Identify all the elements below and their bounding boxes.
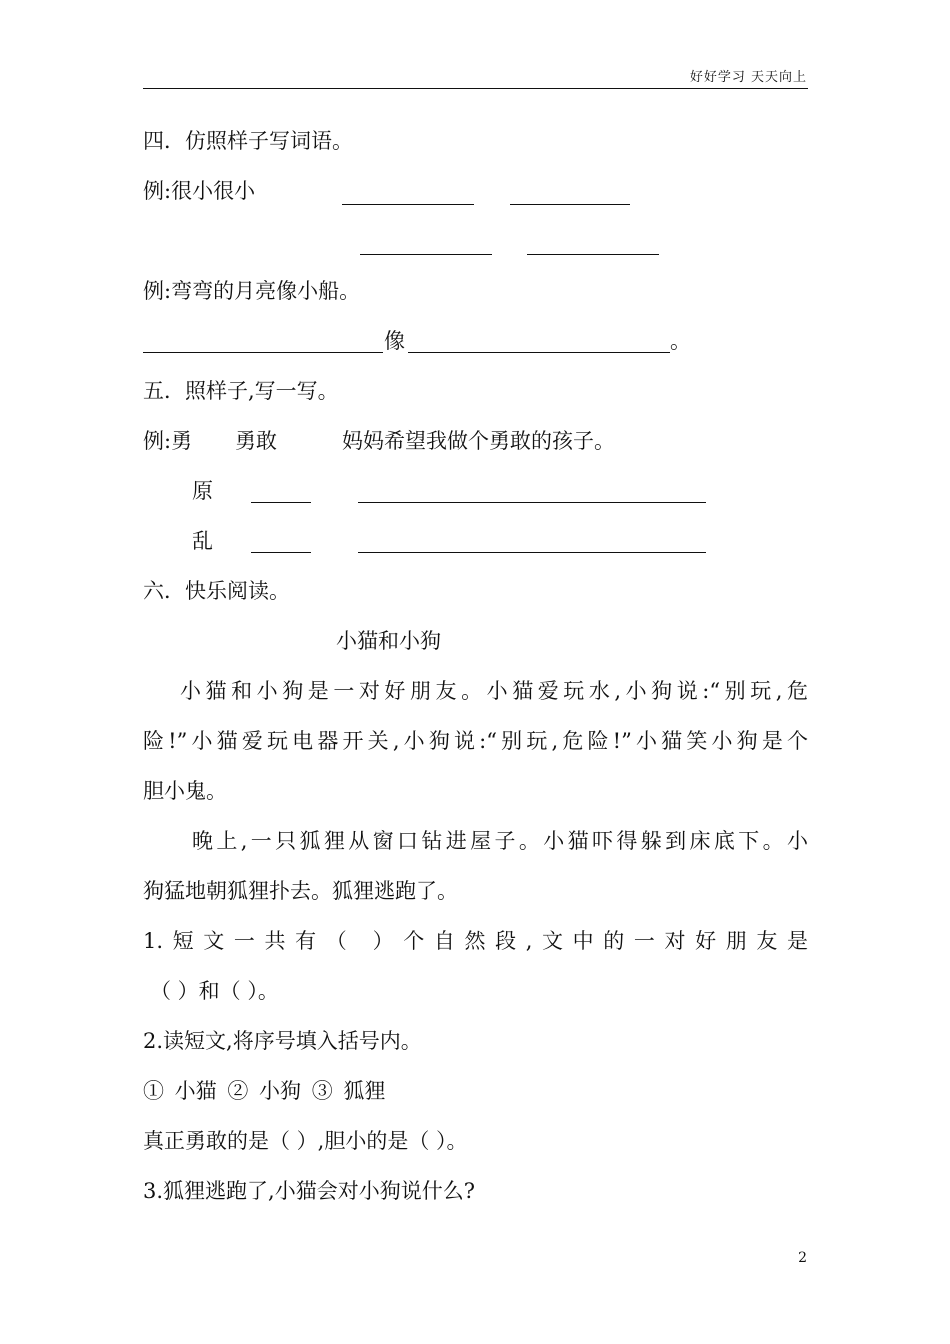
story-para1-line1-text: 小猫和小狗是一对好朋友。小猫爱玩水,小狗说:“别玩,危 xyxy=(180,679,808,703)
question3-title: 3.狐狸逃跑了,小猫会对小狗说什么? xyxy=(143,1179,475,1203)
section5-example-word: 勇敢 xyxy=(235,429,277,453)
story-title: 小猫和小狗 xyxy=(336,629,441,653)
story-para1-line3: 胆小鬼。 xyxy=(143,779,227,803)
section5-title: 五．照样子,写一写。 xyxy=(143,379,339,403)
question1-line2: （ ）和（ ）。 xyxy=(150,979,279,1003)
question2-title: 2.读短文,将序号填入括号内。 xyxy=(143,1029,422,1053)
section5-sentence-blank-2[interactable] xyxy=(358,532,706,553)
section6-title: 六．快乐阅读。 xyxy=(143,579,290,603)
section4-sentence-blank-2[interactable] xyxy=(408,332,670,353)
section4-blank-3[interactable] xyxy=(360,234,492,255)
section4-blank-4[interactable] xyxy=(527,234,659,255)
question1-line1-text: 1.短文一共有（ ）个自然段,文中的一对好朋友是 xyxy=(143,929,808,953)
section4-like-char: 像 xyxy=(384,329,405,353)
story-para2-line1 xyxy=(192,827,808,855)
question1-line1 xyxy=(143,927,808,955)
section4-end-mark: 。 xyxy=(670,329,691,353)
page-number: 2 xyxy=(798,1250,807,1266)
section5-example-char: 例:勇 xyxy=(143,429,193,453)
story-para2-line2: 狗猛地朝狐狸扑去。狐狸逃跑了。 xyxy=(143,879,458,903)
section4-blank-1[interactable] xyxy=(342,184,474,205)
section4-example1-row xyxy=(143,177,255,205)
header-divider xyxy=(143,88,808,89)
section5-word-blank-1[interactable] xyxy=(251,482,311,503)
section4-example1: 例:很小很小 xyxy=(143,179,256,203)
question2-line: 真正勇敢的是（ ）,胆小的是（ ）。 xyxy=(143,1129,468,1153)
section4-sentence-blank-1[interactable] xyxy=(143,332,383,353)
section5-example-sentence: 妈妈希望我做个勇敢的孩子。 xyxy=(342,429,615,453)
section5-row-char: 原 xyxy=(192,479,213,503)
story-para1-line2 xyxy=(143,727,808,755)
story-para1-line1 xyxy=(180,677,808,705)
section5-word-blank-2[interactable] xyxy=(251,532,311,553)
section4-title: 四．仿照样子写词语。 xyxy=(143,129,353,153)
story-para1-line2-text: 险!”小猫爱玩电器开关,小狗说:“别玩,危险!”小猫笑小狗是个 xyxy=(143,729,808,753)
question2-options: ① 小猫 ② 小狗 ③ 狐狸 xyxy=(143,1079,386,1103)
section4-example2: 例:弯弯的月亮像小船。 xyxy=(143,279,361,303)
section4-blank-2[interactable] xyxy=(510,184,630,205)
story-para2-line1-text: 晚上,一只狐狸从窗口钻进屋子。小猫吓得躲到床底下。小 xyxy=(192,829,808,853)
section5-row-char: 乱 xyxy=(192,529,213,553)
header-motto: 好好学习 天天向上 xyxy=(689,70,807,85)
section5-sentence-blank-1[interactable] xyxy=(358,482,706,503)
